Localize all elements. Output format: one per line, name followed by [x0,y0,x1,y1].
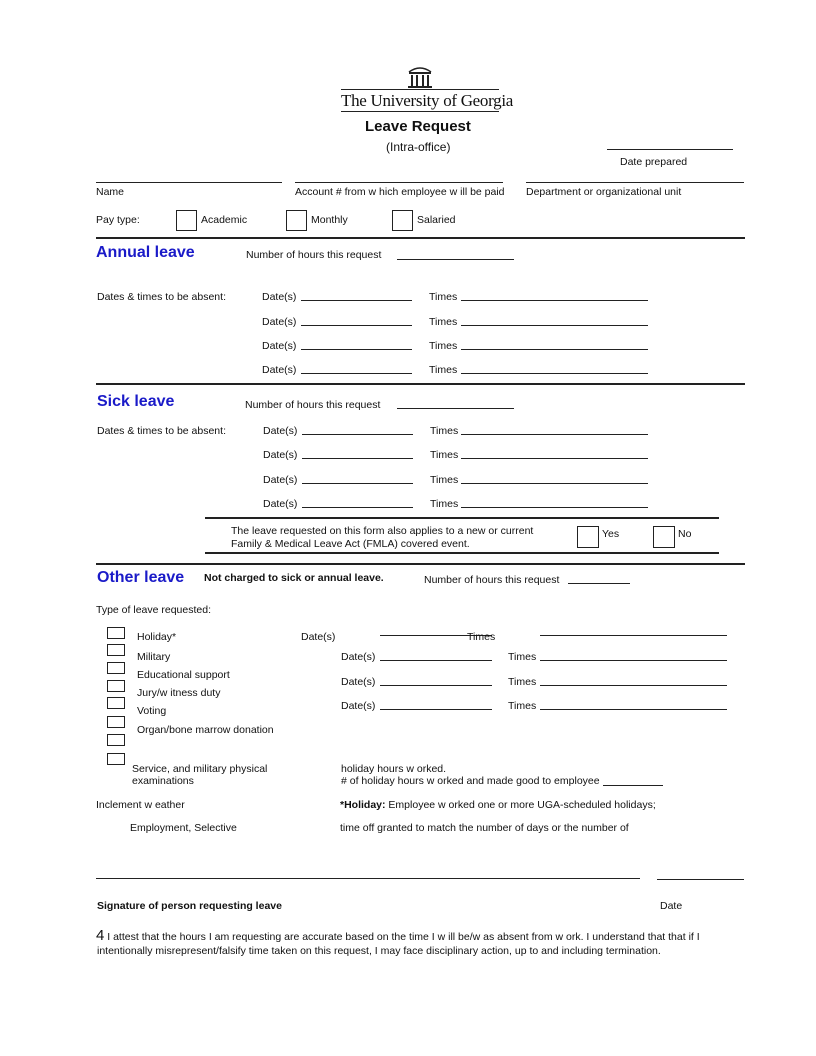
other-leave-heading: Other leave [97,569,185,586]
fmla-yes-checkbox[interactable] [577,526,599,548]
date-label: Date(s) [262,364,297,376]
pay-type-label: Pay type: [96,214,140,226]
signature-date-field[interactable] [657,879,744,880]
times-label: Times [429,364,458,376]
times-field[interactable] [461,349,648,350]
type-service-line1: Service, and military physical [132,763,268,775]
fmla-text-line1: The leave requested on this form also applies to a new or current [231,525,534,537]
attest-line2: intentionally misrepresent/falsify time taken on this request, I may face disciplinary action, up to and including termination. [97,945,661,957]
department-label: Department or organizational unit [526,186,682,198]
fmla-top-rule [205,517,719,519]
date-label: Date(s) [341,676,376,688]
fmla-text-line2: Family & Medical Leave Act (FMLA) covered event. [231,538,470,550]
university-logo [341,66,514,116]
monthly-label: Monthly [311,214,348,226]
date-label: Date(s) [263,498,298,510]
voting-checkbox[interactable] [107,697,125,709]
leave-type-label: Type of leave requested: [96,604,211,616]
section-divider [96,237,745,239]
date-field[interactable] [302,483,413,484]
date-label: Date(s) [263,425,298,437]
attest-statement [96,927,700,944]
times-label: Times [467,631,496,643]
date-label: Date(s) [263,449,298,461]
holiday-note-text: Employee w orked one or more UGA-scheduled holidays; [385,799,656,811]
annual-dates-label: Dates & times to be absent: [97,291,226,303]
other-hours-label: Number of hours this request [424,574,560,586]
date-label: Date(s) [262,291,297,303]
date-field[interactable] [302,434,413,435]
timeoff-note: time off granted to match the number of days or the number of [340,822,629,834]
times-field[interactable] [461,434,648,435]
fmla-bottom-rule [205,552,719,554]
organ-checkbox[interactable] [107,716,125,728]
type-educational: Educational support [137,669,230,681]
date-field[interactable] [301,300,412,301]
attest-checkmark-icon[interactable]: 4 [96,927,105,944]
sick-hours-label: Number of hours this request [245,399,381,411]
academic-label: Academic [201,214,248,226]
times-label: Times [429,316,458,328]
fmla-no-label: No [678,528,692,540]
times-field[interactable] [461,483,648,484]
date-field[interactable] [301,325,412,326]
name-field[interactable] [96,182,282,183]
salaried-label: Salaried [417,214,456,226]
made-good-label: # of holiday hours w orked and made good to employee [341,775,600,787]
times-label: Times [430,498,459,510]
signature-label: Signature of person requesting leave [97,900,282,912]
sick-leave-heading: Sick leave [97,393,175,410]
times-field[interactable] [461,300,648,301]
times-label: Times [430,474,459,486]
times-field[interactable] [461,373,648,374]
university-name: The University of Georgia [341,91,514,110]
type-voting: Voting [137,705,167,717]
inclement-checkbox[interactable] [107,753,125,765]
times-label: Times [429,340,458,352]
department-field[interactable] [526,182,744,183]
holiday-hours-note: holiday hours w orked. [341,763,447,775]
date-prepared-label: Date prepared [620,156,688,168]
educational-checkbox[interactable] [107,662,125,674]
attest-line1: I attest that the hours I am requesting are accurate based on the time I w ill be/w as absent from w ork. I understand that that if I [104,931,700,943]
times-field[interactable] [461,325,648,326]
page-title: Leave Request [365,118,471,135]
date-field[interactable] [302,507,413,508]
times-label: Times [508,651,537,663]
type-holiday: Holiday* [137,631,177,643]
other-hours-field[interactable] [568,583,630,584]
fmla-no-checkbox[interactable] [653,526,675,548]
annual-leave-heading: Annual leave [96,244,195,261]
date-label: Date(s) [262,340,297,352]
type-inclement: Inclement w eather [96,799,185,811]
date-field[interactable] [380,660,492,661]
account-label: Account # from w hich employee w ill be paid [295,186,505,198]
account-field[interactable] [295,182,503,183]
annual-hours-field[interactable] [397,259,514,260]
type-military: Military [137,651,171,663]
times-label: Times [508,676,537,688]
times-field[interactable] [540,685,727,686]
date-label: Date(s) [341,700,376,712]
date-field[interactable] [380,709,492,710]
date-field[interactable] [301,349,412,350]
holiday-checkbox[interactable] [107,627,125,639]
date-label: Date(s) [263,474,298,486]
date-label: Date(s) [301,631,336,643]
times-field[interactable] [540,635,727,636]
date-label: Date(s) [341,651,376,663]
sick-hours-field[interactable] [397,408,514,409]
times-label: Times [429,291,458,303]
type-employment: Employment, Selective [130,822,237,834]
section-divider [96,563,745,565]
made-good-field[interactable] [603,785,663,786]
academic-checkbox[interactable] [176,210,197,231]
date-field[interactable] [380,685,492,686]
monthly-checkbox[interactable] [286,210,307,231]
military-checkbox[interactable] [107,644,125,656]
times-field[interactable] [540,709,727,710]
signature-date-label: Date [660,900,683,912]
times-label: Times [430,425,459,437]
name-label: Name [96,186,125,198]
jury-checkbox[interactable] [107,680,125,692]
annual-hours-label: Number of hours this request [246,249,382,261]
date-field[interactable] [302,458,413,459]
sick-dates-label: Dates & times to be absent: [97,425,226,437]
date-label: Date(s) [262,316,297,328]
type-organ: Organ/bone marrow donation [137,724,274,736]
holiday-note-bold: *Holiday: [340,799,386,811]
times-field[interactable] [540,660,727,661]
arch-icon [406,66,434,90]
times-label: Times [508,700,537,712]
type-jury: Jury/w itness duty [137,687,221,699]
salaried-checkbox[interactable] [392,210,413,231]
times-field[interactable] [461,458,648,459]
service-checkbox[interactable] [107,734,125,746]
date-field[interactable] [301,373,412,374]
date-prepared-field[interactable] [607,149,733,150]
type-service-line2: examinations [132,775,194,787]
signature-field[interactable] [96,878,640,879]
other-leave-note: Not charged to sick or annual leave. [204,572,384,584]
times-label: Times [430,449,459,461]
page-subtitle: (Intra-office) [386,140,451,154]
section-divider [96,383,745,385]
times-field[interactable] [461,507,648,508]
fmla-yes-label: Yes [602,528,620,540]
holiday-note [340,799,656,811]
